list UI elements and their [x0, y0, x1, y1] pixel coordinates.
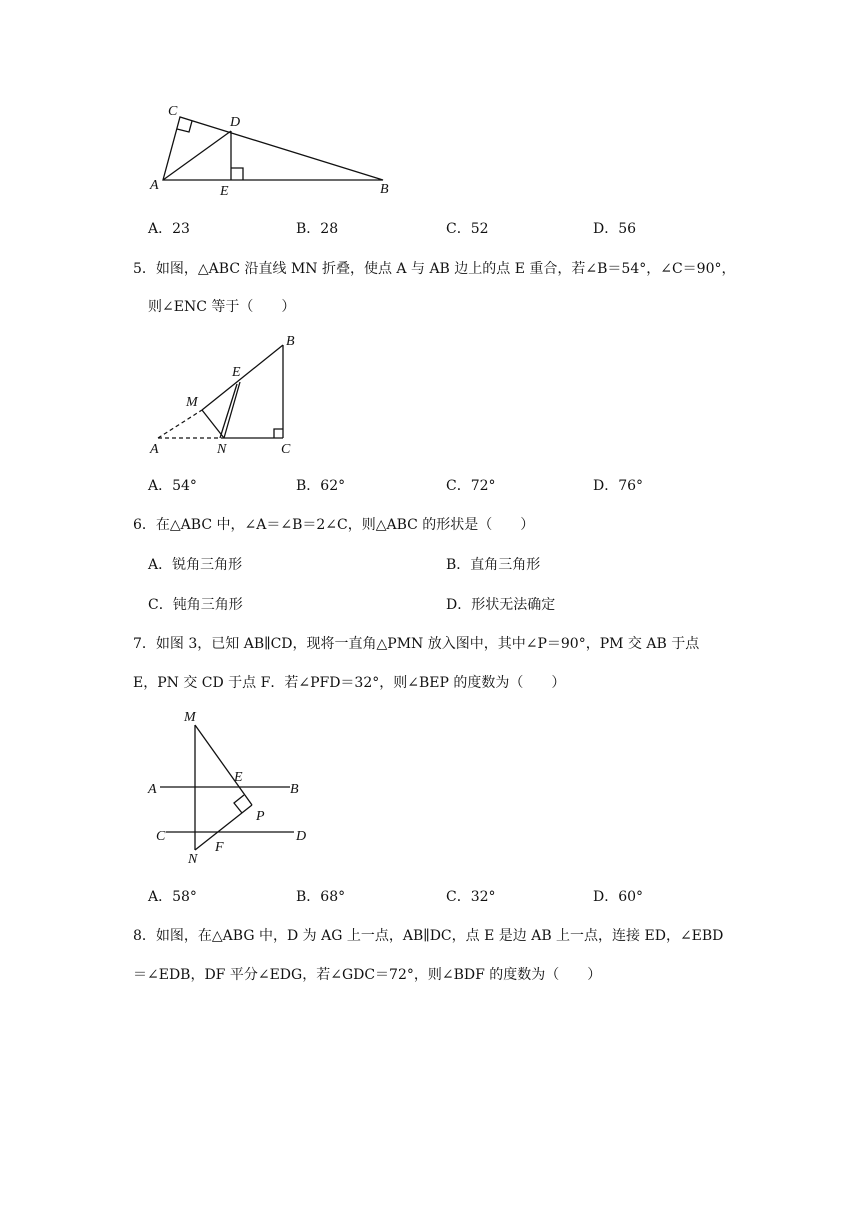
- q7-option-c[interactable]: C．32°: [446, 889, 496, 905]
- svg-text:B: B: [286, 334, 295, 349]
- svg-text:C: C: [168, 104, 178, 119]
- q4-figure: [140, 95, 410, 205]
- svg-text:D: D: [296, 829, 307, 844]
- q4-option-d[interactable]: D．56: [593, 221, 637, 237]
- q5-option-a[interactable]: A．54°: [148, 478, 197, 494]
- q5-option-c[interactable]: C．72°: [446, 478, 496, 494]
- q5-stem-line1: 5．如图，△ABC 沿直线 MN 折叠，使点 A 与 AB 边上的点 E 重合，若∠B＝54°，∠C＝90°，: [133, 261, 736, 277]
- q4-option-c[interactable]: C．52: [446, 221, 489, 237]
- svg-text:F: F: [215, 840, 224, 855]
- svg-text:C: C: [281, 442, 291, 457]
- q4-option-a[interactable]: A．23: [148, 221, 190, 237]
- svg-text:E: E: [232, 365, 241, 380]
- svg-text:M: M: [186, 395, 198, 410]
- q6-option-c[interactable]: C．钝角三角形: [148, 597, 243, 613]
- q6-option-d[interactable]: D．形状无法确定: [446, 597, 556, 613]
- q7-option-d[interactable]: D．60°: [593, 889, 644, 905]
- svg-text:C: C: [156, 829, 166, 844]
- q5-option-d[interactable]: D．76°: [593, 478, 644, 494]
- svg-text:P: P: [256, 809, 265, 824]
- q8-stem-line2: ＝∠EDB，DF 平分∠EDG，若∠GDC＝72°，则∠BDF 的度数为（ ）: [133, 967, 602, 983]
- q8-stem-line1: 8．如图，在△ABG 中，D 为 AG 上一点，AB∥DC，点 E 是边 AB 上一点，连接 ED，∠EBD: [133, 928, 724, 944]
- svg-text:N: N: [188, 852, 198, 867]
- q5-stem-line2: 则∠ENC 等于（ ）: [148, 299, 296, 315]
- q6-option-b[interactable]: B．直角三角形: [446, 557, 541, 573]
- svg-text:A: A: [150, 178, 159, 193]
- svg-text:M: M: [184, 710, 196, 725]
- svg-text:E: E: [234, 770, 243, 785]
- q4-option-b[interactable]: B．28: [296, 221, 339, 237]
- q7-stem-line1: 7．如图 3，已知 AB∥CD，现将一直角△PMN 放入图中，其中∠P＝90°，PM 交 AB 于点: [133, 636, 700, 652]
- q6-stem: 6．在△ABC 中，∠A＝∠B＝2∠C，则△ABC 的形状是（ ）: [133, 517, 535, 533]
- q7-stem-line2: E，PN 交 CD 于点 F．若∠PFD＝32°，则∠BEP 的度数为（ ）: [133, 675, 566, 691]
- q7-figure: [140, 705, 330, 870]
- svg-text:A: A: [148, 782, 157, 797]
- q7-option-b[interactable]: B．68°: [296, 889, 346, 905]
- svg-text:A: A: [150, 442, 159, 457]
- svg-text:B: B: [290, 782, 299, 797]
- svg-text:E: E: [220, 184, 229, 199]
- svg-text:N: N: [217, 442, 227, 457]
- q5-figure: [140, 330, 320, 460]
- svg-text:B: B: [380, 182, 389, 197]
- q7-option-a[interactable]: A．58°: [148, 889, 197, 905]
- q6-option-a[interactable]: A．锐角三角形: [148, 557, 243, 573]
- svg-text:D: D: [230, 115, 241, 130]
- q5-option-b[interactable]: B．62°: [296, 478, 346, 494]
